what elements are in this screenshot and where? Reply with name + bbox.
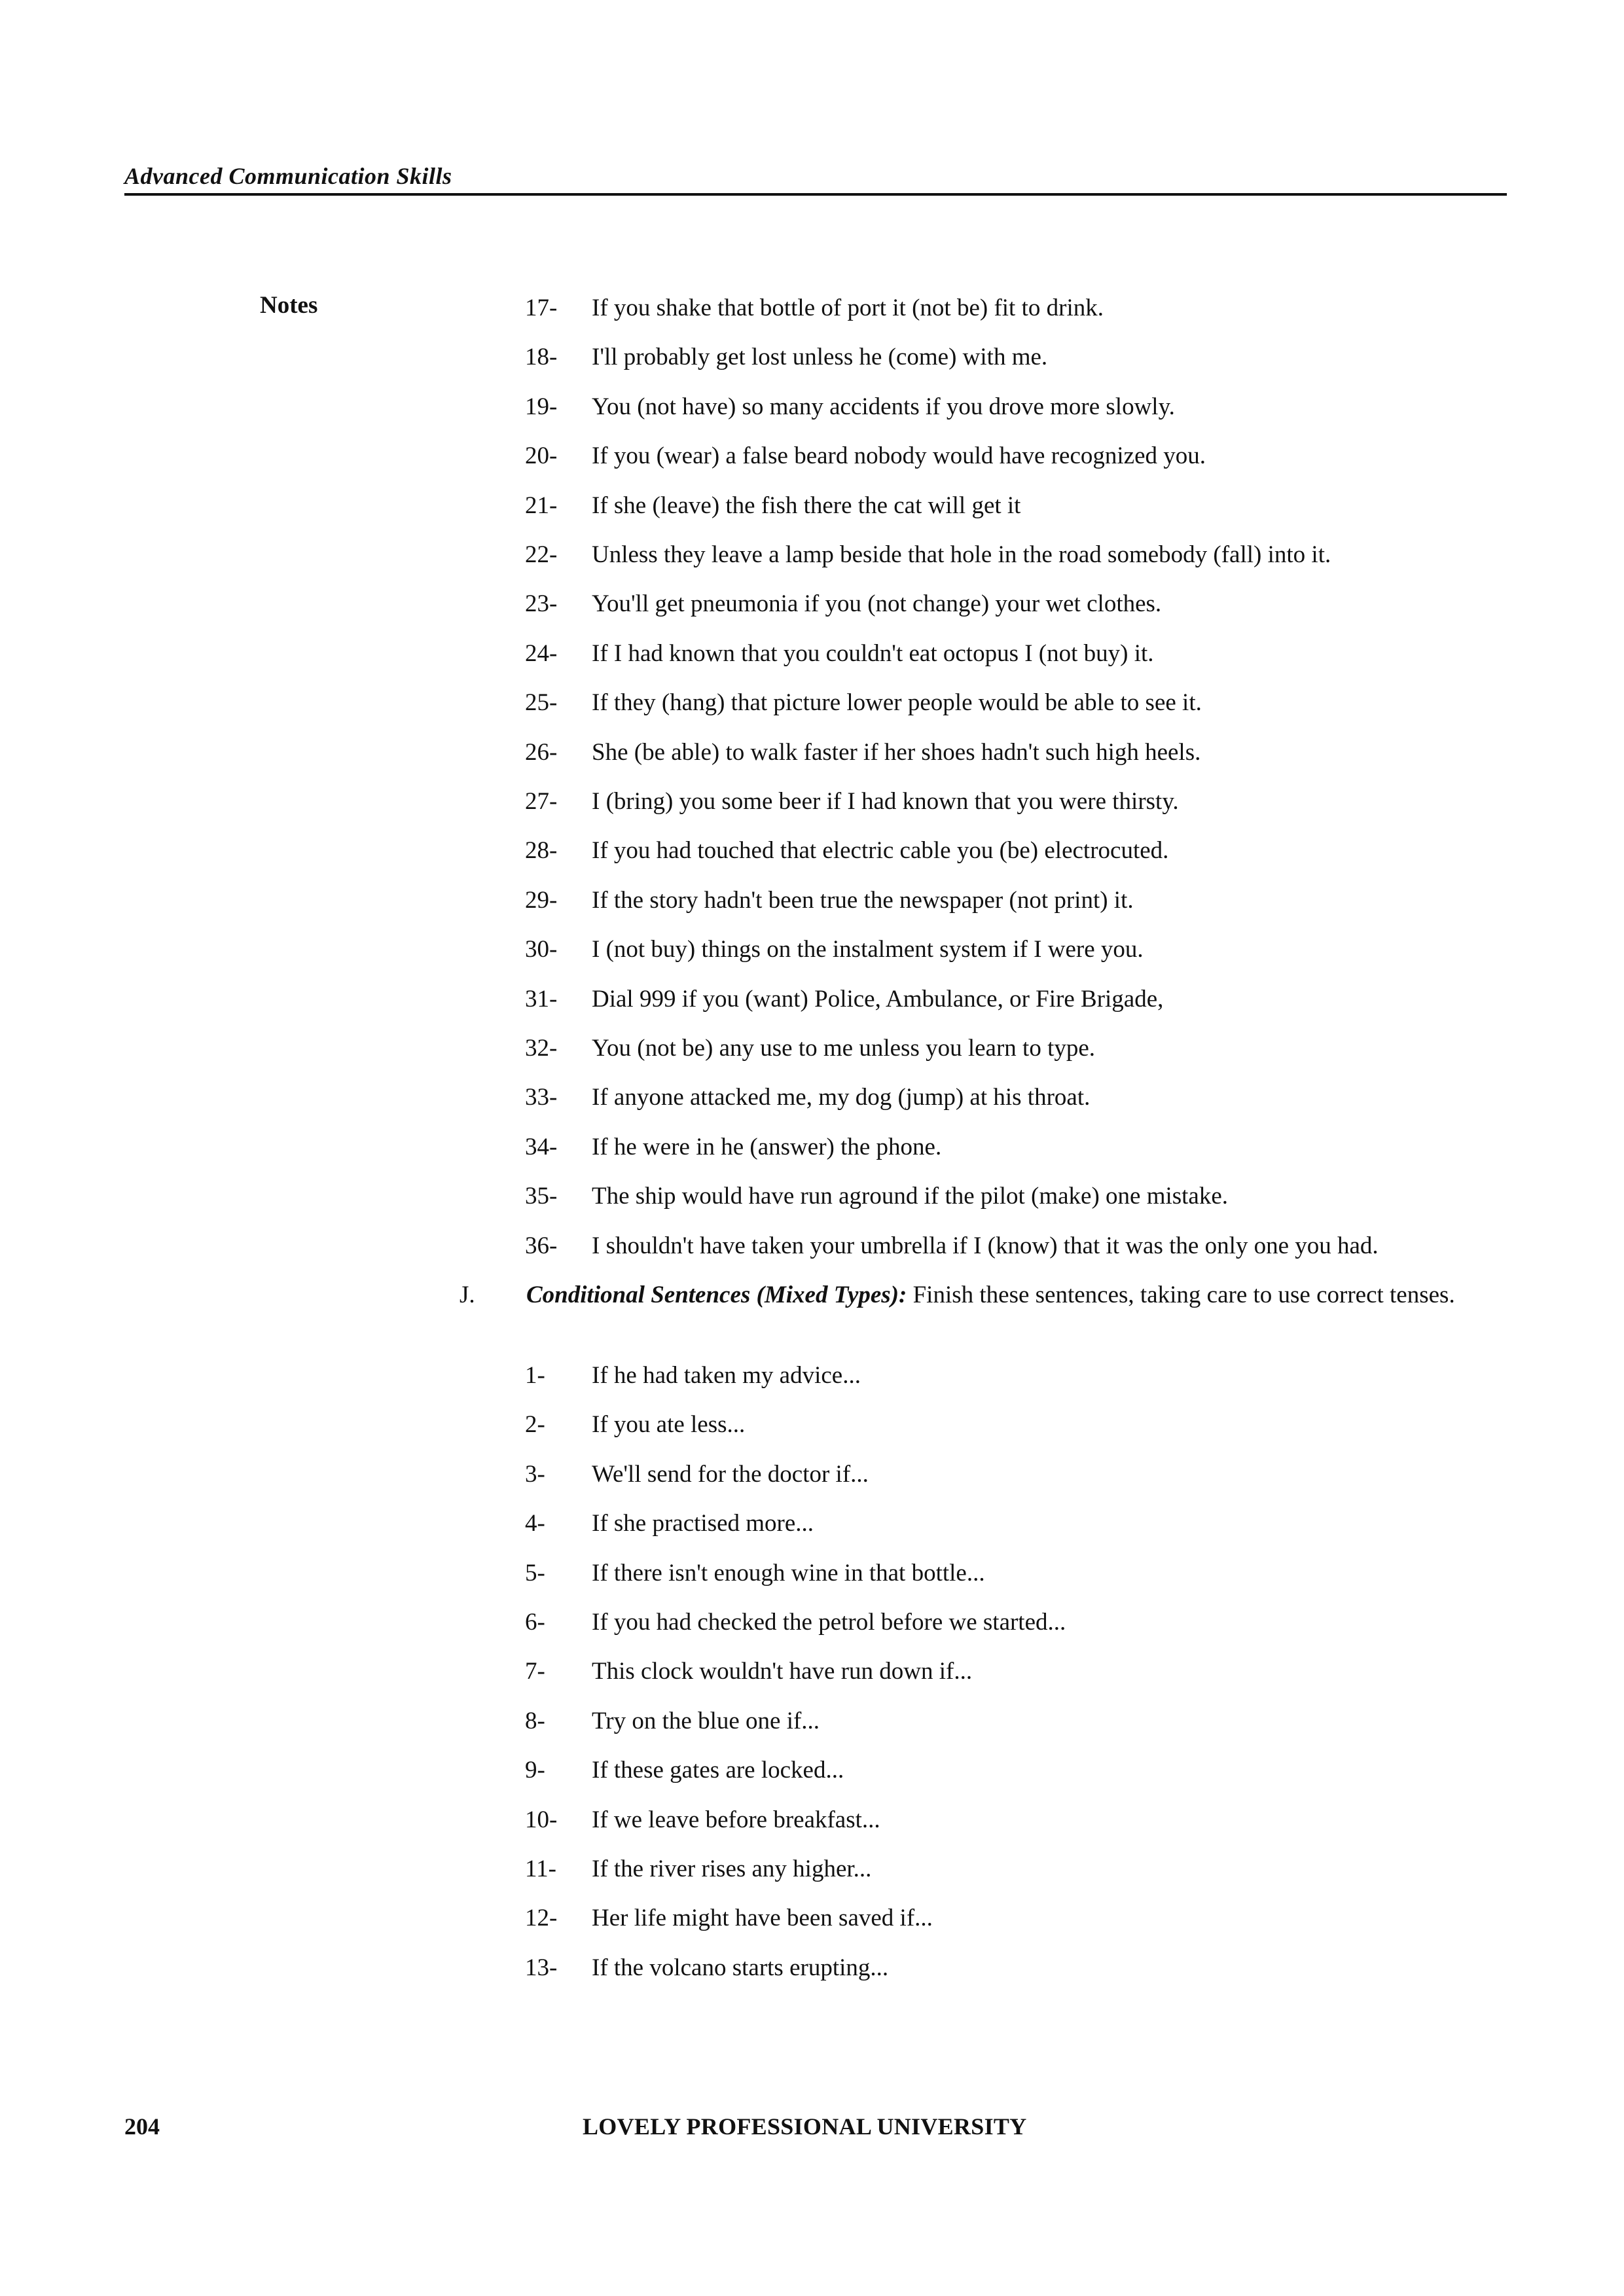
item-number: 27-: [525, 788, 558, 815]
item-text: If he were in he (answer) the phone.: [592, 1133, 942, 1160]
item-number: 28-: [525, 837, 558, 865]
item-number: 10-: [525, 1806, 558, 1833]
item-number: 3-: [525, 1460, 545, 1488]
item-text: I (not buy) things on the instalment system if I were you.: [592, 936, 1144, 963]
item-text: You (not have) so many accidents if you drove more slowly.: [592, 393, 1175, 420]
page-number: 204: [124, 2113, 160, 2140]
item-number: 8-: [525, 1707, 545, 1734]
item-number: 2-: [525, 1411, 545, 1439]
item-number: 30-: [525, 936, 558, 963]
item-text: The ship would have run aground if the pilot (make) one mistake.: [592, 1183, 1229, 1210]
item-number: 18-: [525, 344, 558, 371]
item-text: You'll get pneumonia if you (not change) your wet clothes.: [592, 590, 1162, 618]
item-text: If I had known that you couldn't eat octopus I (not buy) it.: [592, 639, 1154, 667]
item-text: I'll probably get lost unless he (come) with me.: [592, 344, 1048, 371]
item-text: If you had touched that electric cable you (be) electrocuted.: [592, 837, 1169, 865]
item-text: If she practised more...: [592, 1510, 814, 1537]
item-text: Unless they leave a lamp beside that hole in the road somebody (fall) into it.: [592, 541, 1331, 568]
item-text: If they (hang) that picture lower people would be able to see it.: [592, 689, 1202, 717]
item-number: 25-: [525, 689, 558, 717]
item-text: If we leave before breakfast...: [592, 1806, 880, 1833]
notes-margin-label: Notes: [260, 292, 318, 319]
item-text: If you shake that bottle of port it (not be) fit to drink.: [592, 295, 1104, 321]
item-number: 29-: [525, 886, 558, 914]
item-text: If you ate less...: [592, 1411, 746, 1439]
item-number: 26-: [525, 738, 558, 766]
item-number: 9-: [525, 1757, 545, 1784]
section-title: Conditional Sentences (Mixed Types):: [526, 1282, 907, 1308]
section-letter: J.: [460, 1282, 475, 1308]
item-number: 33-: [525, 1084, 558, 1111]
item-text: You (not be) any use to me unless you learn to type.: [592, 1035, 1096, 1062]
item-number: 7-: [525, 1658, 545, 1685]
item-text: If she (leave) the fish there the cat will get it: [592, 492, 1021, 519]
item-number: 23-: [525, 590, 558, 618]
item-text: If he had taken my advice...: [592, 1362, 861, 1389]
item-text: If the story hadn't been true the newspaper (not print) it.: [592, 886, 1134, 914]
item-text: If you (wear) a false beard nobody would have recognized you.: [592, 442, 1206, 470]
item-text: I (bring) you some beer if I had known that you were thirsty.: [592, 788, 1179, 815]
item-number: 19-: [525, 393, 558, 420]
item-number: 12-: [525, 1905, 558, 1932]
item-text: If these gates are locked...: [592, 1757, 844, 1784]
running-header-title: Advanced Communication Skills: [124, 163, 452, 189]
item-number: 17-: [525, 295, 558, 321]
item-number: 20-: [525, 442, 558, 470]
header-rule: [124, 193, 1507, 196]
item-text: If there isn't enough wine in that bottle...: [592, 1559, 985, 1587]
item-text: If the volcano starts erupting...: [592, 1954, 889, 1981]
item-text: If anyone attacked me, my dog (jump) at his throat.: [592, 1084, 1091, 1111]
item-number: 32-: [525, 1035, 558, 1062]
item-number: 21-: [525, 492, 558, 519]
item-number: 31-: [525, 985, 558, 1013]
item-number: 24-: [525, 639, 558, 667]
item-text: We'll send for the doctor if...: [592, 1460, 869, 1488]
section-heading: [526, 1278, 1507, 1312]
footer-publisher: LOVELY PROFESSIONAL UNIVERSITY: [583, 2113, 1027, 2140]
item-text: She (be able) to walk faster if her shoes hadn't such high heels.: [592, 738, 1201, 766]
item-number: 11-: [525, 1856, 556, 1882]
item-number: 6-: [525, 1609, 545, 1636]
item-number: 35-: [525, 1183, 558, 1210]
item-number: 34-: [525, 1133, 558, 1160]
item-number: 4-: [525, 1510, 545, 1537]
item-number: 5-: [525, 1559, 545, 1587]
item-text: I shouldn't have taken your umbrella if I (know) that it was the only one you had.: [592, 1232, 1379, 1259]
item-number: 22-: [525, 541, 558, 568]
item-text: Dial 999 if you (want) Police, Ambulance, or Fire Brigade,: [592, 985, 1164, 1013]
item-number: 1-: [525, 1362, 545, 1389]
item-text: This clock wouldn't have run down if...: [592, 1658, 973, 1685]
item-text: If you had checked the petrol before we started...: [592, 1609, 1066, 1636]
item-number: 36-: [525, 1232, 558, 1259]
item-text: Her life might have been saved if...: [592, 1905, 933, 1932]
item-number: 13-: [525, 1954, 558, 1981]
item-text: If the river rises any higher...: [592, 1856, 872, 1882]
section-instruction: Finish these sentences, taking care to use correct tenses.: [907, 1282, 1455, 1308]
item-text: Try on the blue one if...: [592, 1707, 820, 1734]
